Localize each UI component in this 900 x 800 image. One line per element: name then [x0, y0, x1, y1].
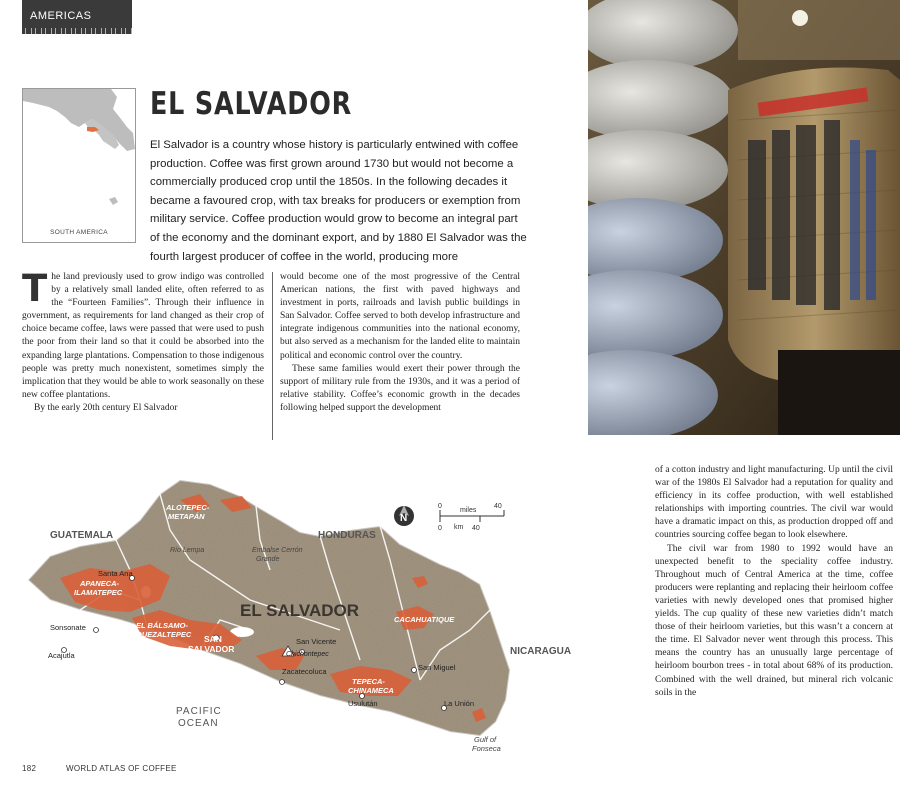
label-gulf-1: Gulf of	[474, 735, 497, 744]
compass-icon	[394, 505, 414, 526]
label-cacahuatique: CACAHUATIQUE	[394, 615, 455, 624]
col2-paragraph-2: These same families would exert their power through the support of military rule from the 1930s, and it was a period of relative stability. Coffee’s economic growth in the decades following helped support the development	[280, 363, 520, 413]
locator-label: SOUTH AMERICA	[50, 229, 108, 236]
compass-label: N	[400, 513, 408, 524]
label-apaneca-1: APANECA-	[80, 579, 120, 588]
label-balsamo-1: EL BÁLSAMO-	[136, 621, 188, 630]
label-balsamo-2: QUEZALTEPEC	[136, 630, 192, 639]
label-san-vicente: San Vicente	[296, 637, 337, 646]
label-tepeca-2: CHINAMECA	[348, 686, 394, 695]
scale-miles-max: 40	[494, 503, 502, 510]
col3-paragraph-2: The civil war from 1980 to 1992 would have an unexpected benefit to the speciality coffee industry. Throughout much of Central America at the time, coffee producers were replanting and replacing their heirloom coffee varieties with newly developed ones that promised higher yields. The cup quality of these new varieties didn’t match those of their heirloom varieties, but this wasn’t a concern at the time. El Salvador never went through this process. This means the country has an unusually large percentage of heirloom bourbon trees - in total about 68% of its production. Combined with the well drained, but mineral rich volcanic soils in the	[655, 543, 893, 698]
label-santa-ana: Santa Ana	[98, 569, 133, 578]
region-tab	[22, 0, 132, 34]
label-zacatecoluca: Zacatecoluca	[282, 667, 327, 676]
label-rio-lempa: Río Lempa	[170, 547, 205, 554]
label-alotepec-2: METAPÁN	[168, 512, 205, 521]
label-cerron-grande-2: Grande	[256, 556, 280, 563]
page-number: 182	[22, 764, 37, 773]
drop-cap: T	[22, 267, 48, 310]
locator-map	[22, 88, 136, 243]
col3-paragraph-1: of a cotton industry and light manufacturing. Up until the civil war of the 1980s El Salvador had a reputation for quality and efficiency in its coffee production, with well established relationships with importing countries. The civil war would have a dramatic impact on this, as production dropped off and countries sourcing coffee began to look elsewhere.	[655, 465, 893, 541]
scale-km-max: 40	[472, 525, 480, 532]
label-nicaragua: NICARAGUA	[510, 646, 572, 657]
body-column-2	[280, 271, 520, 415]
page-title: EL SALVADOR	[150, 86, 353, 122]
body-column-3	[655, 464, 893, 700]
photo-graphic	[588, 0, 900, 435]
label-la-union: La Unión	[444, 699, 475, 708]
label-capital-2: SALVADOR	[188, 644, 235, 654]
label-honduras: HONDURAS	[318, 530, 376, 541]
scale-bar	[438, 503, 504, 532]
locator-map-graphic	[23, 89, 135, 242]
scale-km-label: km	[454, 524, 464, 531]
label-ocean-1: PACIFIC	[176, 706, 222, 717]
column-divider	[272, 272, 273, 440]
body-column-1	[22, 267, 264, 415]
scale-miles-0: 0	[438, 503, 442, 510]
col2-paragraph-1: would become one of the most progressive of the Central American nations, the first with paved highways and investment in ports, railroads and lavish public buildings in San Salvador. Coffee served to both develop infrastructure and integrate indigenous communities into the national economy, but also served as a mechanism for the landed elite to maintain political and economic control over the country.	[280, 272, 520, 361]
col1-p1-text: he land previously used to grow indigo was controlled by a relatively small landed elite, often referred to as the “Fourteen Families”. Through their influence in government, as requirements for land changed as their crop of choice became coffee, laws were passed that were used to push the poor from their land so that it could be absorbed into the expanding large plantations. Compensation to those indigenous people was pretty much nonexistent, sometimes simply the implication that they would be able to work seasonally on these new coffee plantations.	[22, 272, 264, 400]
label-capital-1: SAN	[204, 634, 222, 644]
label-ocean-2: OCEAN	[178, 718, 219, 729]
label-country: EL SALVADOR	[240, 601, 360, 620]
col1-paragraph-2: By the early 20th century El Salvador	[34, 402, 178, 413]
label-san-miguel: San Miguel	[418, 663, 456, 672]
label-apaneca-2: ILAMATEPEC	[74, 588, 123, 597]
coffee-regions-map	[20, 460, 650, 760]
label-alotepec-1: ALOTEPEC-	[166, 503, 210, 512]
label-cerron-grande-1: Embalse Cerrón	[252, 547, 303, 554]
region-tab-label: AMERICAS	[30, 10, 92, 22]
scale-miles-label: miles	[460, 507, 477, 514]
map-graphic	[20, 460, 650, 760]
book-title: WORLD ATLAS OF COFFEE	[66, 764, 177, 773]
label-acajutla: Acajutla	[48, 651, 75, 660]
intro-paragraph: El Salvador is a country whose history is particularly entwined with coffee production. Coffee was first grown around 1730 but would not become a commercially produced crop until the 1850s. In the following decades it became a favoured crop, with tax breaks for producers or exemption from military service. Coffee production would grow to become an integral part of the economy and the dominant export, and by 1880 El Salvador was the fourth largest producer of coffee in the world, producing more	[150, 139, 527, 263]
col1-paragraph-1	[22, 267, 264, 402]
coffee-sacks-photo	[588, 0, 900, 435]
label-usulutan: Usulután	[348, 699, 378, 708]
label-gulf-2: Fonseca	[472, 744, 501, 753]
label-sonsonate: Sonsonate	[50, 623, 86, 632]
label-tepeca-1: TEPECA-	[352, 677, 385, 686]
label-guatemala: GUATEMALA	[50, 530, 114, 541]
scale-km-0: 0	[438, 525, 442, 532]
label-chichontepec: Chichontepec	[286, 651, 329, 658]
